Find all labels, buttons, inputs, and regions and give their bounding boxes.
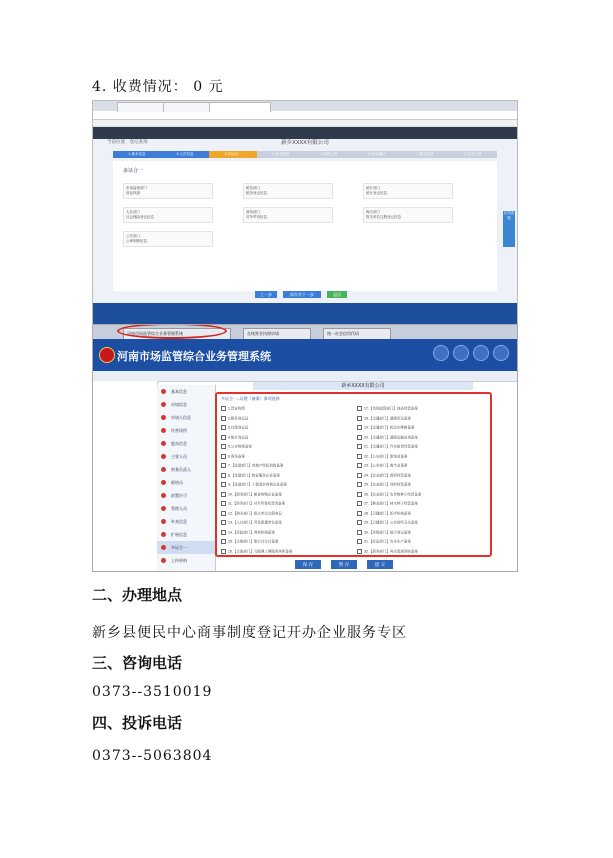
cert-option-label: 19.【交通部门】机动车维修备案 [364, 425, 415, 430]
checkbox[interactable] [357, 444, 362, 449]
menu-item[interactable]: 经营场所 [157, 424, 215, 437]
cert-option-row[interactable] [357, 511, 411, 516]
save-next-button[interactable]: 保存并下一步 [283, 291, 321, 298]
step-item: 6.信息确认 [368, 152, 386, 156]
cert-option-label: 22.【公安部门】旅馆业备案 [364, 453, 408, 458]
system-title: 河南市场监管综合业务管理系统 [117, 351, 271, 363]
menu-item-selected[interactable]: 多证合一 [157, 541, 215, 554]
cert-option-row[interactable] [357, 416, 411, 421]
checkbox[interactable] [221, 454, 226, 459]
cert-option-row[interactable] [357, 501, 418, 506]
browser-tab-bar [93, 101, 517, 111]
menu-item[interactable]: 申请信息 [157, 398, 215, 411]
navigation-tree[interactable] [93, 381, 158, 571]
cert-option-label: 2.税务登记证 [228, 415, 249, 420]
cert-option-row[interactable] [357, 530, 411, 535]
menu-item[interactable]: 管理人员 [157, 502, 215, 515]
cert-option-label: 5.公安刻章备案 [228, 444, 252, 449]
menu-item[interactable]: 联络员 [157, 476, 215, 489]
cert-card[interactable]: 统计部门 统计登记信息 [363, 183, 453, 199]
cert-option-label: 8.【住建部门】物业服务企业备案 [228, 472, 280, 477]
cert-option-row[interactable] [357, 425, 414, 430]
cert-option-row[interactable] [221, 492, 282, 497]
step-item: 4.补充信息 [272, 152, 290, 156]
cert-option-row[interactable] [357, 549, 418, 554]
window-tab[interactable]: 在线营业执照申请 [243, 328, 311, 340]
menu-item[interactable]: 主要人员 [157, 450, 215, 463]
cert-option-row[interactable] [221, 425, 248, 430]
checkbox[interactable] [357, 492, 362, 497]
checkbox[interactable] [357, 425, 362, 430]
checkbox[interactable] [357, 511, 362, 516]
checkbox[interactable] [357, 530, 362, 535]
section3-heading: 三、咨询电话 [92, 654, 183, 672]
checkbox[interactable] [357, 482, 362, 487]
cert-card[interactable]: 市场监督部门 营业执照 [123, 183, 213, 199]
step-item: 8.文书下载 [464, 152, 482, 156]
cert-option-label: 24.【农业部门】兽药经营备案 [364, 472, 411, 477]
section3-text: 0373--3510019 [92, 684, 213, 700]
emblem-icon [99, 347, 115, 363]
cert-option-label: 7.【住建部门】房地产经纪机构备案 [228, 463, 284, 468]
bookmarks-bar [93, 120, 517, 127]
cert-card[interactable]: 海关部门 报关单位注册登记信息 [363, 207, 453, 223]
checkbox[interactable] [357, 539, 362, 544]
cert-option-label: 20.【交通部门】道路运输站场备案 [364, 434, 418, 439]
side-service-tag[interactable]: 在线客服 [503, 211, 515, 247]
multi-cert-panel [113, 161, 497, 291]
cert-option-row[interactable] [357, 406, 418, 411]
cert-option-label: 31.【应急部门】安全生产备案 [364, 539, 411, 544]
cert-card[interactable]: 税务部门 税务登记信息 [243, 183, 333, 199]
checkbox[interactable] [357, 463, 362, 468]
site-footer [93, 303, 517, 325]
checkbox[interactable] [357, 416, 362, 421]
cert-option-row[interactable] [357, 454, 407, 459]
checkbox[interactable] [221, 492, 226, 497]
step-item-current: 3.多证合一 [209, 151, 257, 158]
cert-option-label: 29.【卫健部门】公共场所卫生备案 [364, 520, 418, 525]
browser-tab [163, 102, 213, 112]
nav-settings-icon[interactable] [473, 345, 489, 361]
step-item: 1.基本信息 [113, 151, 161, 158]
menu-item[interactable]: 扩展信息 [157, 528, 215, 541]
nav-task-icon[interactable] [453, 345, 469, 361]
window-tab[interactable]: 统一社会信用代码 [323, 328, 391, 340]
menu-item[interactable]: 股东信息 [157, 437, 215, 450]
checkbox[interactable] [221, 444, 226, 449]
cert-option-label: 32.【商务部门】再生资源回收备案 [364, 548, 418, 553]
cert-selection-box [215, 392, 492, 557]
step-item: 7.提交申请 [416, 152, 434, 156]
checkbox[interactable] [221, 435, 226, 440]
section2-text: 新乡县便民中心商事制度登记开办企业服务专区 [92, 625, 407, 641]
checkbox[interactable] [221, 482, 226, 487]
cert-option-row[interactable] [357, 473, 411, 478]
cert-card[interactable]: 公安部门 公章刻制信息 [123, 231, 213, 247]
cert-option-label: 18.【交通部门】道路货运备案 [364, 415, 411, 420]
cert-option-row[interactable] [221, 444, 252, 449]
cert-option-row[interactable] [357, 492, 421, 497]
cert-option-row[interactable] [357, 463, 407, 468]
checkbox[interactable] [357, 473, 362, 478]
section2-heading: 二、办理地点 [92, 586, 183, 604]
system-header [93, 339, 517, 371]
cert-option-row[interactable] [357, 435, 418, 440]
section4-text: 0373--5063804 [92, 748, 213, 764]
cert-option-label: 27.【林业部门】林木种子经营备案 [364, 501, 418, 506]
cert-option-row[interactable] [221, 416, 248, 421]
cert-card[interactable]: 人社部门 社会保险登记信息 [123, 207, 213, 223]
cert-option-label: 23.【公安部门】典当业备案 [364, 463, 408, 468]
cert-option-row[interactable] [221, 406, 245, 411]
cert-option-label: 3.社保登记证 [228, 425, 249, 430]
cert-option-label: 26.【农业部门】农作物种子经营备案 [364, 491, 422, 496]
checkbox[interactable] [221, 549, 226, 554]
checkbox[interactable] [357, 454, 362, 459]
step-progress [113, 151, 497, 158]
company-name: 新乡XXXX有限公司 [253, 382, 473, 390]
menu-item[interactable]: 上传材料 [157, 554, 215, 567]
checkbox[interactable] [221, 406, 226, 411]
cert-option-row[interactable] [221, 501, 285, 506]
business-menu [157, 385, 216, 571]
checkbox[interactable] [221, 473, 226, 478]
cert-option-label: 11.【商务部门】对外贸易经营者备案 [228, 501, 286, 506]
browser-tab-active [209, 102, 271, 112]
nav-exit-icon[interactable] [493, 345, 509, 361]
cert-option-row[interactable] [357, 539, 411, 544]
cert-option-label: 12.【海关部门】报关单位注册登记 [228, 510, 282, 515]
cert-option-row[interactable] [357, 444, 418, 449]
checkbox[interactable] [221, 425, 226, 430]
checkbox[interactable] [357, 501, 362, 506]
checkbox[interactable] [221, 463, 226, 468]
window-tab[interactable]: 河南市场监管综合业务管理系统 [123, 328, 231, 340]
browser-tab [117, 102, 167, 112]
checkbox[interactable] [221, 520, 226, 525]
cert-option-label: 30.【环保部门】排污登记备案 [364, 529, 411, 534]
menu-item[interactable]: 申请人信息 [157, 411, 215, 424]
checkbox[interactable] [357, 520, 362, 525]
cert-option-label: 16.【文旅部门】互联网上网服务场所备案 [228, 548, 293, 553]
cert-option-row[interactable] [221, 530, 275, 535]
panel-title: 多证合一 [123, 168, 144, 174]
window-taskbar [93, 325, 517, 339]
fee-line: 4. 收费情况： 0 元 [92, 79, 224, 95]
cert-option-row[interactable] [357, 482, 411, 487]
screenshot-online-application [92, 100, 518, 326]
cert-option-label: 15.【文旅部门】旅行社分社备案 [228, 539, 279, 544]
cert-option-label: 4.统计登记证 [228, 434, 249, 439]
save-button[interactable]: 保 存 [295, 560, 321, 569]
back-button[interactable]: 返回 [327, 291, 347, 298]
cert-option-row[interactable] [221, 473, 280, 478]
menu-item[interactable]: 基本信息 [157, 385, 215, 398]
cert-option-label: 6.商务备案 [228, 453, 245, 458]
cert-option-row[interactable] [221, 454, 245, 459]
checkbox[interactable] [221, 501, 226, 506]
step-item: 2.人员信息 [161, 151, 209, 158]
menu-item[interactable]: 补充信息 [157, 515, 215, 528]
box-title: 多证合一--证照（备案）事项选择 [221, 396, 280, 401]
cert-option-label: 28.【卫健部门】医疗机构备案 [364, 510, 411, 515]
cert-option-label: 25.【农业部门】饲料经营备案 [364, 482, 411, 487]
cert-option-row[interactable] [221, 511, 282, 516]
menu-item[interactable]: 前置许可 [157, 489, 215, 502]
nav-home-icon[interactable] [433, 345, 449, 361]
cert-option-label: 1.营业执照 [228, 406, 245, 411]
cert-option-row[interactable] [221, 520, 282, 525]
screenshot-management-system [92, 324, 518, 572]
cert-option-row[interactable] [221, 482, 287, 487]
section4-heading: 四、投诉电话 [92, 714, 183, 732]
address-bar [93, 111, 517, 120]
cert-option-row[interactable] [221, 463, 283, 468]
checkbox[interactable] [357, 549, 362, 554]
cert-option-row[interactable] [221, 549, 292, 554]
checkbox[interactable] [357, 435, 362, 440]
cert-option-label: 13.【人社部门】劳务派遣单位备案 [228, 520, 282, 525]
cert-option-row[interactable] [221, 435, 248, 440]
checkbox[interactable] [221, 416, 226, 421]
menu-item[interactable]: 财务负责人 [157, 463, 215, 476]
checkbox[interactable] [221, 511, 226, 516]
cert-option-label: 17.【市场监管部门】食品经营备案 [364, 406, 418, 411]
cert-option-label: 21.【交通部门】汽车租赁经营备案 [364, 444, 418, 449]
submit-button[interactable]: 提 交 [367, 560, 393, 569]
company-name: 新乡XXXX有限公司 [281, 140, 329, 146]
cert-option-label: 9.【住建部门】工程造价咨询企业备案 [228, 482, 287, 487]
temp-save-button[interactable]: 暂 存 [331, 560, 357, 569]
checkbox[interactable] [221, 539, 226, 544]
step-item: 5.材料上传 [320, 152, 338, 156]
cert-option-row[interactable] [357, 520, 418, 525]
cert-option-label: 10.【商务部门】粮食收购企业备案 [228, 491, 282, 496]
checkbox[interactable] [221, 530, 226, 535]
cert-card[interactable]: 商务部门 对外贸易信息 [243, 207, 333, 223]
checkbox[interactable] [357, 406, 362, 411]
cert-option-row[interactable] [221, 539, 278, 544]
breadcrumb: 当前位置：登记查询 [107, 139, 148, 144]
cert-option-label: 14.【民政部门】养老机构备案 [228, 529, 275, 534]
prev-step-button[interactable]: 上一步 [255, 291, 277, 298]
